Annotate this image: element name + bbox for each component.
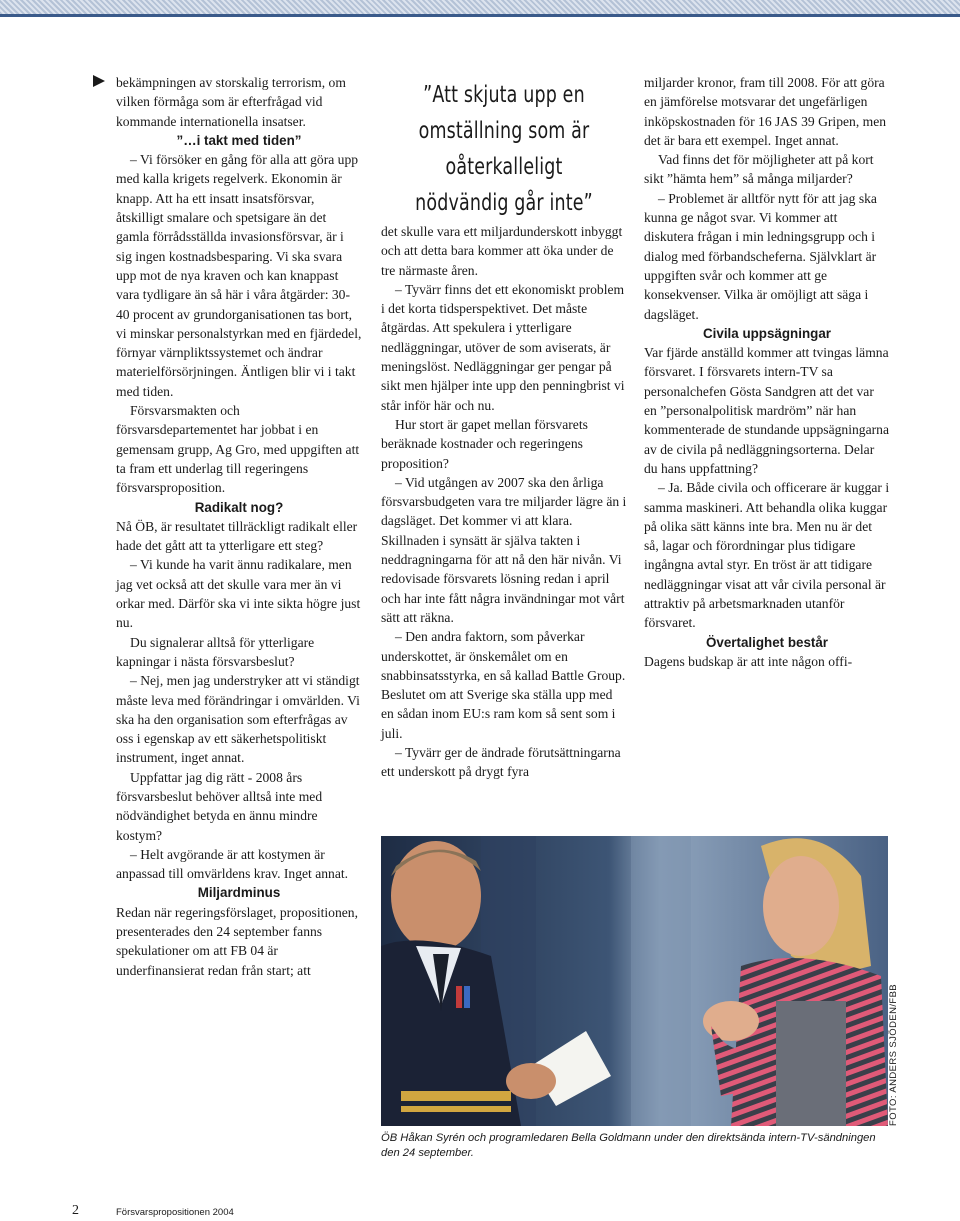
question-paragraph: Hur stort är gapet mellan försvarets beräknade kostnader och regeringens proposition? (381, 416, 588, 471)
continuation-arrow-icon (93, 75, 105, 87)
interview-photo (381, 836, 888, 1126)
answer-paragraph: – Den andra faktorn, som påverkar underskottet, är önskemålet om en snabbinsatsstyrka, en så kallad Battle Group. Beslutet om att Sverige ska ställa upp med en sådan inom EU:s ram kom så sent som i juli. (381, 629, 626, 741)
answer-paragraph: – Helt avgörande är att kostymen är anpassad till omvärldens krav. Inget annat. (116, 846, 349, 882)
question-paragraph: Var fjärde anställd kommer att tvingas lämna försvaret. I försvarets intern-TV sa personalchefen Gösta Sandgren att det var en ”personalpolitisk mardröm” när han kommenterade de stundande uppsägningarna av de civila på nedläggningsorterna. Delar du hans uppfattning? (644, 345, 889, 476)
question-paragraph: Nå ÖB, är resultatet tillräckligt radikalt eller hade det gått att ta ytterligare ett steg? (116, 518, 358, 554)
answer-paragraph: – Problemet är alltför nytt för att jag ska kunna ge något svar. Vi kommer att diskutera frågan i min ledningsgrupp och i dialog med förbandscheferna. Självklart är uppgiften svår och kommer att ge konsekvenser. Vilka är omöjligt att säga i dagsläget. (644, 190, 877, 322)
answer-paragraph: – Tyvärr ger de ändrade förutsättningarna ett underskott på drygt fyra (381, 745, 621, 780)
article-column-2 (381, 222, 627, 782)
subheading-miljardminus: Miljardminus (197, 885, 281, 901)
paragraph: Dagens budskap är att inte någon offi- (644, 653, 853, 669)
subheading-radikalt-nog: Radikalt nog? (194, 499, 284, 515)
subheading-i-takt-med-tiden: ”…i takt med tiden” (176, 132, 302, 148)
paragraph: Redan när regeringsförslaget, propositionen, presenterades den 24 september fanns spekulationer om att FB 04 är underfinansierat redan från start; att (116, 904, 358, 978)
question-paragraph: Uppfattar jag dig rätt - 2008 års försvarsbeslut behöver alltså inte med nödvändighet betyda en ännu mindre kostym? (116, 769, 323, 843)
pull-quote: ”Att skjuta upp en omställning som är oåterkalleligt nödvändig går inte” (415, 82, 593, 216)
photo-caption: ÖB Håkan Syrén och programledaren Bella Goldmann under den direktsända intern-TV-sändningen den 24 september. (381, 1132, 876, 1159)
header-band (0, 0, 960, 14)
answer-paragraph: – Vi kunde ha varit ännu radikalare, men jag vet också att det skulle vara mer än vi orkar med. Därför ska vi inte sikta högre just nu. (116, 557, 361, 631)
paragraph: det skulle vara ett miljardunderskott inbyggt och att detta bara kommer att öka under de tre närmaste åren. (381, 224, 623, 278)
article-column-1 (116, 73, 362, 980)
answer-paragraph: – Nej, men jag understryker att vi ständigt måste leva med förändringar i omvärlden. Vi ska ha den organisation som efterfrågas av oss i egenskap av ett säkerhetspolitiskt instrument, inget annat. (116, 673, 360, 766)
paragraph: Försvarsmakten och försvarsdepartementet har jobbat i en gemensam grupp, Ag Gro, med uppgiften att ta fram ett underlag till regeringens försvarsproposition. (116, 403, 360, 496)
answer-paragraph: – Vid utgången av 2007 ska den årliga försvarsbudgeten vara tre miljarder lägre än i dagsläget. Det kommer vi att klara. Skillnaden i synsätt är själva takten i neddragningarna för att nå den här nivån. Vi redovisade försvarets lösning redan i april och har inte fått några invändningar mot vårt sätt att räkna. (381, 474, 627, 625)
question-paragraph: Vad finns det för möjligheter att på kort sikt ”hämta hem” så många miljarder? (644, 152, 874, 187)
paragraph: bekämpningen av storskalig terrorism, om vilken förmåga som är efterfrågad vid kommande internationella insatser. (116, 75, 346, 129)
article-column-3 (644, 73, 890, 671)
photo-credit: FOTO: ANDERS SJÖDEN/FBB (888, 983, 899, 1126)
paragraph: – Vi försöker en gång för alla att göra upp med kalla krigets regelverk. Ekonomin är knapp. Att ha ett insatt insatsförsvar, åtskilligt smalare och spetsigare än det gamla förrådsställda invasionsförsvar, är i sig ingen kostnadsbesparing. Vi ska svara upp mot de nya kraven och kan knappast vara tydligare än så här i våra åtgärder: 30-40 procent av grundorganisationen tas bort, vi minskar personalstyrkan med en fjärdedel, förnyar värnpliktssystemet och ändrar materielförsörjningen. Äntligen blir vi i takt med tiden. (116, 152, 362, 399)
publication-title: Försvarspropositionen 2004 (116, 1207, 234, 1218)
subheading-overtalighet-bestar: Övertalighet består (705, 634, 829, 650)
answer-paragraph: – Ja. Både civila och officerare är kuggar i samma maskineri. Att behandla olika kuggar på olika sätt känns inte bra. Men nu är det så, lagar och förordningar plus tidigare ingångna avtal styr. En tröst är att tidigare nedläggningar visat att vår civila personal är attraktiv på arbetsmarknaden utanför försvaret. (644, 480, 890, 631)
answer-paragraph: – Tyvärr finns det ett ekonomiskt problem i det korta tidsperspektivet. Det måste åtgärdas. Att spekulera i ytterligare nedläggningar, utöver de som aviserats, är meningslöst. Nedläggningar ger pengar på sikt men hjälper inte upp den penningbrist vi står inför här och nu. (381, 281, 625, 413)
subheading-civila-uppsagningar: Civila uppsägningar (703, 325, 831, 341)
question-paragraph: Du signalerar alltså för ytterligare kapningar i nästa försvarsbeslut? (116, 634, 315, 669)
header-rule (0, 14, 960, 17)
paragraph: miljarder kronor, fram till 2008. För att göra en jämförelse motsvarar det ungefärligen inköpskostnaden för 16 JAS 39 Gripen, men det är bara ett exempel. Inget annat. (644, 75, 887, 148)
page-number: 2 (72, 1203, 79, 1218)
